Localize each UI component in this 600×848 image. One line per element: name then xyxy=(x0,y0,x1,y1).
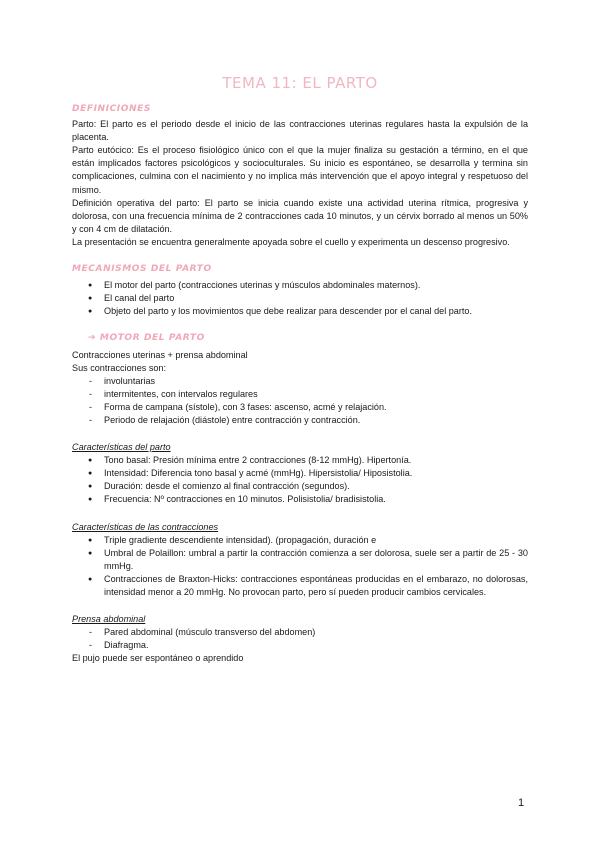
list-item: ● Intensidad: Diferencia tono basal y acmé (mmHg). Hipersistolia/ Hiposistolia. xyxy=(72,467,528,480)
list-item: ● Frecuencia: Nº contracciones en 10 minutos. Polisistolia/ bradisistolia. xyxy=(72,493,528,506)
motor-line: Contracciones uterinas + prensa abdominal xyxy=(72,349,248,360)
list-item: ● El canal del parto xyxy=(72,292,528,305)
list-item: ● Triple gradiente descendiente intensidad). (propagación, duración e xyxy=(72,534,528,547)
list-caracteristicas-parto xyxy=(72,454,528,506)
list-contracciones xyxy=(72,375,528,427)
page-title: TEMA 11: EL PARTO xyxy=(222,74,378,92)
list-mecanismos xyxy=(72,279,528,318)
list-item: ● Contracciones de Braxton-Hicks: contracciones espontáneas producidas en el embarazo, no dolorosas, intensidad menor a 20 mmHg. No provocan parto, pero sí pueden producir cambios cervicales. xyxy=(72,573,528,599)
paragraph-parto-eutocico: Parto eutócico: Es el proceso fisiológico único con el que la mujer finaliza su gestación a término, en el que están implicados factores psicológicos y socioculturales. Su inicio es espontáneo, se desarrolla y termina sin complicaciones, culmina con el nacimiento y no implica más intervención que el apoyo integral y respetuoso del mismo. xyxy=(72,145,528,195)
paragraph-definicion-operativa: Definición operativa del parto: El parto se inicia cuando existe una actividad uterina rítmica, progresiva y dolorosa, con una frecuencia mínima de 2 contracciones cada 10 minutos, y un cérvix borrado al menos un 50% y con 4 cm de dilatación. xyxy=(72,197,528,234)
paragraph-parto: Parto: El parto es el periodo desde el inicio de las contracciones uterinas regulares hasta la expulsión de la placenta. xyxy=(72,119,528,143)
list-item: - involuntarias xyxy=(72,375,528,388)
list-prensa-abdominal xyxy=(72,626,528,652)
subheading-prensa-abdominal: Prensa abdominal xyxy=(72,614,146,625)
list-item: ● El motor del parto (contracciones uterinas y músculos abdominales maternos). xyxy=(72,279,528,292)
list-item: ● Tono basal: Presión mínima entre 2 contracciones (8-12 mmHg). Hipertonía. xyxy=(72,454,528,467)
section-heading-motor-label: MOTOR DEL PARTO xyxy=(99,333,205,344)
paragraph-presentacion: La presentación se encuentra generalmente apoyada sobre el cuello y experimenta un descenso progresivo. xyxy=(72,236,510,247)
list-item: - Periodo de relajación (diástole) entre contracción y contracción. xyxy=(72,414,528,427)
list-item: ● Objeto del parto y los movimientos que debe realizar para descender por el canal del parto. xyxy=(72,305,528,318)
section-heading-mecanismos: MECANISMOS DEL PARTO xyxy=(72,264,212,275)
list-item: - Diafragma. xyxy=(72,639,528,652)
list-item: ● Umbral de Polaillon: umbral a partir la contracción comienza a ser dolorosa, suele ser a partir de 25 - 30 mmHg. xyxy=(72,547,528,573)
page-number: 1 xyxy=(518,797,525,809)
list-caracteristicas-contracciones xyxy=(72,534,528,599)
list-item: - Forma de campana (sístole), con 3 fases: ascenso, acmé y relajación. xyxy=(72,401,528,414)
subheading-caracteristicas-parto: Características del parto xyxy=(72,442,171,453)
section-heading-definiciones: DEFINICIONES xyxy=(72,104,151,114)
subheading-caracteristicas-contracciones: Características de las contracciones xyxy=(72,521,219,532)
paragraph-pujo: El pujo puede ser espontáneo o aprendido xyxy=(72,653,244,664)
list-item: ● Duración: desde el comienzo al final contracción (segundos). xyxy=(72,480,528,493)
list-item: - intermitentes, con intervalos regulares xyxy=(72,388,528,401)
document-body xyxy=(72,103,528,665)
list-item: - Pared abdominal (músculo transverso del abdomen) xyxy=(72,626,528,639)
motor-line: Sus contracciones son: xyxy=(72,362,167,373)
section-heading-motor xyxy=(72,332,528,345)
arrow-right-icon: ➔ xyxy=(88,333,97,344)
